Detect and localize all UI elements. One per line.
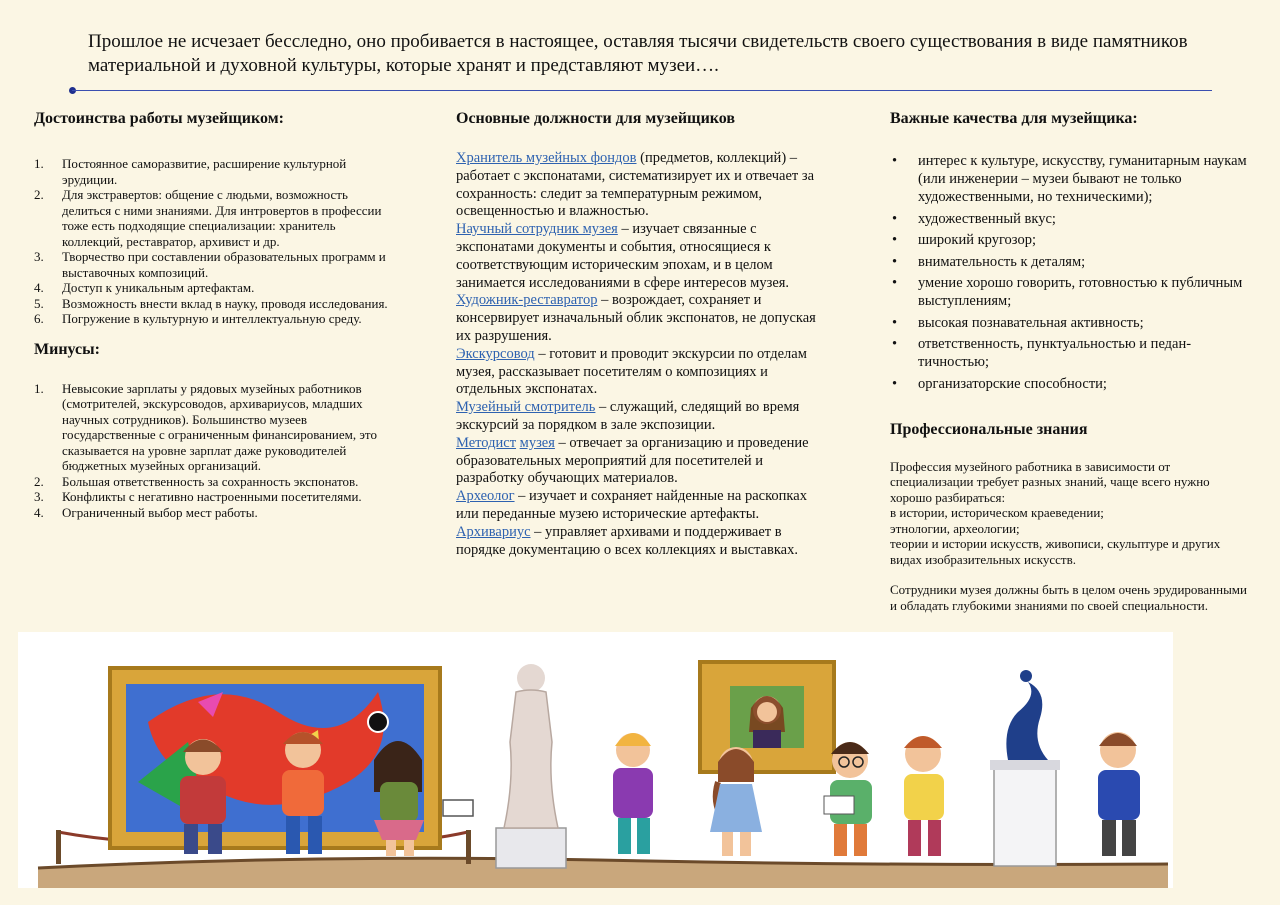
list-item: 1. Постоянное саморазвитие, расширение культурной эрудиции.	[34, 156, 347, 187]
position-item: Научный сотрудник музея – изучает связанные с экспонатами документы и события, относящиеся к соответствующим историческим эпохам, и в целом занимается исследованиями в сфере интересов музея.	[456, 221, 790, 291]
position-link[interactable]: Архивариус	[456, 523, 531, 540]
bullet-icon: •	[892, 153, 898, 169]
list-item: • ответственность, пунктуальностью и педантичностью;	[892, 336, 1192, 370]
position-item: Музейный смотритель – служащий, следящий во время экскурсий за порядком в зале экспозиции.	[456, 399, 800, 433]
list-item: • широкий кругозор;	[892, 232, 1036, 248]
qualities-heading: Важные качества для музейщика:	[890, 110, 1138, 127]
list-item: • интерес к культуре, искусству, гуманитарным наукам (или инженерии – музеи бывают не только художественными, но техническими);	[892, 153, 1247, 205]
qualities-list	[890, 152, 1250, 393]
list-item: 4. Доступ к уникальным артефактам.	[34, 280, 255, 295]
list-item: 2. Большая ответственность за сохранность экспонатов.	[34, 473, 359, 489]
position-link[interactable]: Археолог	[456, 488, 515, 505]
position-item: Хранитель музейных фондов (предметов, коллекций) – работает с экспонатами, систематизирует их и отвечает за сохранность: следит за температурным режимом, освещенностью и влажностью.	[456, 150, 815, 220]
museum-illustration	[18, 632, 1173, 888]
position-link[interactable]: Методист	[456, 434, 517, 451]
positions-list	[456, 150, 826, 559]
advantages-list	[34, 156, 394, 327]
knowledge-text: Профессия музейного работника в зависимости от специализации требует разных знаний, чаще всего нужно хорошо разбираться: в истории, историческом краеведении; этнологии, археологии; теории и истории искусств, живописи, скульптуре и других видах изобразительных искусств. Сотрудники музея должны быть в целом очень эрудированными и обладать глубокими знаниями по своей специальности.	[890, 458, 1247, 613]
position-link[interactable]: Экскурсовод	[456, 345, 535, 362]
bullet-icon: •	[892, 210, 898, 227]
position-item: Архивариус – управляет архивами и поддерживает в порядке документацию о всех коллекциях и выставках.	[456, 523, 798, 558]
intro-text: Прошлое не исчезает бесследно, оно пробивается в настоящее, оставляя тысячи свидетельств своего существования в виде памятников материальной и духовной культуры, которые хранят и представляют музеи….	[88, 31, 1188, 76]
list-item: 3. Конфликты с негативно настроенными посетителями.	[34, 489, 362, 504]
list-item: • умение хорошо говорить, готовностью к публичным выступлениям;	[892, 275, 1243, 309]
position-link[interactable]: Хранитель музейных фондов	[456, 150, 637, 166]
bullet-icon: •	[892, 253, 898, 270]
list-item: 4. Ограниченный выбор мест работы.	[34, 504, 258, 520]
minuses-list	[34, 381, 394, 521]
child-figure	[374, 741, 424, 856]
list-item: 6. Погружение в культурную и интеллектуальную среду.	[34, 311, 362, 326]
list-item: • высокая познавательная активность;	[892, 314, 1144, 331]
minuses-heading: Минусы:	[34, 340, 100, 358]
position-item: Художник-реставратор – возрождает, сохраняет и консервирует изначальный облик экспонатов, не допуская их разрушения.	[456, 292, 816, 344]
advantages-heading: Достоинства работы музейщиком:	[34, 110, 284, 127]
bullet-icon: •	[892, 336, 898, 352]
list-item: 1. Невысокие зарплаты у рядовых музейных работников (смотрителей, экскурсоводов, архивариусов, младших научных сотрудников). Большинство музеев государственные с ограниченным финансированием, это сказывается на уровне зарплат даже руководителей бюджетных музейных организаций.	[34, 380, 377, 473]
divider-line	[72, 90, 1212, 91]
position-link[interactable]: Научный сотрудник музея	[456, 221, 618, 238]
knowledge-heading: Профессиональные знания	[890, 420, 1088, 438]
list-item: • художественный вкус;	[892, 210, 1056, 227]
position-item: Методист музея – отвечает за организацию и проведение образовательных мероприятий для посетителей и разработку обучающих материалов.	[456, 434, 809, 487]
bullet-icon: •	[892, 375, 898, 392]
position-item: Археолог – изучает и сохраняет найденные на раскопках или переданные музею исторические артефакты.	[456, 488, 807, 522]
bullet-icon: •	[892, 275, 898, 291]
list-item: 5. Возможность внести вклад в науку, проводя исследования.	[34, 295, 388, 311]
list-item: 3. Творчество при составлении образовательных программ и выставочных композиций.	[34, 249, 386, 280]
list-item: • организаторские способности;	[892, 375, 1107, 392]
column-left	[34, 110, 394, 520]
position-link[interactable]: музея	[519, 434, 555, 451]
list-item: • внимательность к деталям;	[892, 253, 1086, 270]
list-item: 2. Для экстравертов: общение с людьми, возможность делиться с ними знаниями. Для интровертов в профессии тоже есть подходящие специализации: хранитель коллекций, реставратор, архивист и др.	[34, 187, 382, 249]
position-link[interactable]: Художник-реставратор	[456, 292, 598, 309]
bullet-icon: •	[892, 232, 898, 248]
position-item: Экскурсовод – готовит и проводит экскурсии по отделам музея, рассказывает посетителям о композициях и отдельных экспонатах.	[456, 345, 807, 398]
positions-heading: Основные должности для музейщиков	[456, 110, 736, 127]
column-right	[890, 110, 1250, 613]
painting-portrait	[700, 662, 834, 772]
bullet-icon: •	[892, 314, 898, 331]
position-link[interactable]: Музейный смотритель	[456, 399, 596, 416]
column-middle	[456, 110, 826, 559]
